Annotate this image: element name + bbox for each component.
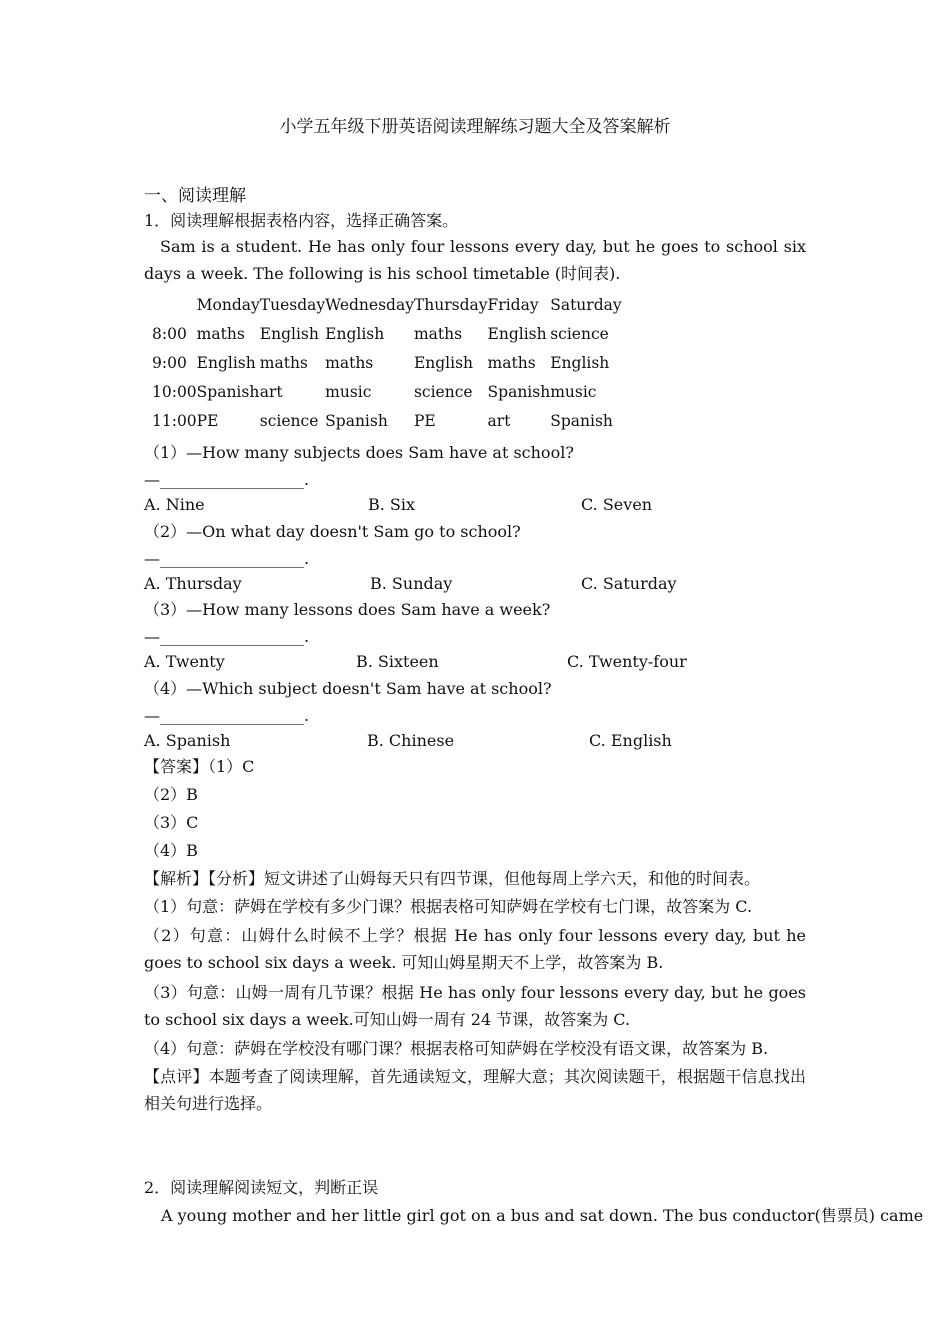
- timetable-time: 10:00: [152, 382, 197, 401]
- timetable-time: 9:00: [152, 353, 187, 372]
- answer-blank: —__________________.: [144, 549, 310, 568]
- timetable-row: [152, 319, 622, 348]
- timetable-cell: PE: [196, 411, 219, 430]
- timetable-day: Monday: [196, 295, 260, 314]
- timetable-cell: art: [259, 382, 283, 401]
- timetable-cell: music: [325, 382, 372, 401]
- answer-key-item: （2）B: [144, 785, 198, 804]
- explanation-2: （2）句意：山姆什么时候不上学？根据 He has only four lessons every day, but he goes to school six days a week. 可知山姆星期天不上学，故答案为 B.: [144, 926, 806, 972]
- answer-blank: —__________________.: [144, 706, 310, 725]
- timetable-cell: maths: [413, 324, 463, 343]
- timetable-cell: science: [550, 324, 609, 343]
- question-1-3-stem: （3）—How many lessons does Sam have a week?: [144, 600, 551, 619]
- option-b: B. Sixteen: [356, 652, 439, 671]
- answer-blank: —__________________.: [144, 470, 310, 489]
- timetable-day: Tuesday: [259, 295, 326, 314]
- timetable-cell: Spanish: [325, 411, 388, 430]
- answer-blank: —__________________.: [144, 627, 310, 646]
- timetable-cell: English: [413, 353, 474, 372]
- question-1-1-stem: （1）—How many subjects does Sam have at school?: [144, 443, 574, 462]
- timetable-cell: maths: [259, 353, 308, 372]
- timetable-cell: art: [487, 411, 511, 430]
- timetable-day: Wednesday: [325, 295, 414, 314]
- option-a: A. Spanish: [144, 731, 231, 750]
- timetable-corner: [152, 290, 197, 319]
- option-b: B. Sunday: [370, 574, 453, 593]
- timetable-cell: science: [413, 382, 473, 401]
- timetable-row: [152, 406, 622, 435]
- answer-key-line: 【答案】（1）C: [144, 757, 255, 776]
- timetable-time: 8:00: [152, 324, 187, 343]
- timetable-cell: English: [487, 324, 547, 343]
- answer-key-item: （3）C: [144, 813, 199, 832]
- timetable-cell: Spanish: [196, 382, 260, 401]
- timetable-cell: English: [196, 353, 256, 372]
- timetable-cell: science: [259, 411, 319, 430]
- question-2-passage: A young mother and her little girl got on a bus and sat down. The bus conductor(售票员) came: [161, 1206, 924, 1225]
- timetable-header-row: [152, 290, 622, 319]
- timetable-cell: maths: [487, 353, 536, 372]
- question-1-heading: 1．阅读理解根据表格内容，选择正确答案。: [144, 211, 459, 230]
- option-b: B. Six: [368, 495, 416, 514]
- option-a: A. Twenty: [144, 652, 225, 671]
- question-2-heading: 2．阅读理解阅读短文，判断正误: [144, 1178, 379, 1197]
- option-c: C. Twenty-four: [567, 652, 687, 671]
- option-c: C. Saturday: [581, 574, 677, 593]
- question-1-4-stem: （4）—Which subject doesn't Sam have at school?: [144, 679, 552, 698]
- timetable-cell: maths: [325, 353, 374, 372]
- section-heading: 一、阅读理解: [144, 186, 246, 206]
- option-b: B. Chinese: [367, 731, 455, 750]
- comment: 【点评】本题考查了阅读理解，首先通读短文，理解大意；其次阅读题干，根据题干信息找出相关句进行选择。: [144, 1067, 806, 1113]
- option-a: A. Nine: [144, 495, 205, 514]
- option-c: C. Seven: [581, 495, 653, 514]
- timetable-cell: English: [550, 353, 610, 372]
- question-1-2-stem: （2）—On what day doesn't Sam go to school?: [144, 522, 521, 541]
- timetable-cell: maths: [196, 324, 245, 343]
- question-1-passage: Sam is a student. He has only four lessons every day, but he goes to school six days a week. The following is his school timetable (时间表).: [144, 237, 806, 283]
- timetable-time: 11:00: [152, 411, 197, 430]
- timetable-row: [152, 348, 622, 377]
- explanation-4: （4）句意：萨姆在学校没有哪门课？根据表格可知萨姆在学校没有语文课，故答案为 B.: [144, 1039, 769, 1058]
- explanation-1: （1）句意：萨姆在学校有多少门课？根据表格可知萨姆在学校有七门课，故答案为 C.: [144, 897, 753, 916]
- timetable-day: Thursday: [413, 295, 488, 314]
- document-title: 小学五年级下册英语阅读理解练习题大全及答案解析: [279, 117, 671, 137]
- timetable-cell: Spanish: [550, 411, 613, 430]
- timetable: [152, 290, 622, 435]
- answer-key-item: （4）B: [144, 841, 198, 860]
- timetable-cell: PE: [413, 411, 436, 430]
- explanation-3: （3）句意：山姆一周有几节课？根据 He has only four lessons every day, but he goes to school six days a week.可知山姆一周有 24 节课，故答案为 C.: [144, 983, 806, 1029]
- timetable-day: Saturday: [550, 295, 622, 314]
- timetable-cell: Spanish: [487, 382, 551, 401]
- option-c: C. English: [589, 731, 672, 750]
- timetable-cell: music: [550, 382, 597, 401]
- timetable-cell: English: [259, 324, 319, 343]
- timetable-day: Friday: [487, 295, 539, 314]
- analysis-summary: 【解析】【分析】短文讲述了山姆每天只有四节课，但他每周上学六天，和他的时间表。: [144, 869, 761, 888]
- timetable-cell: English: [325, 324, 385, 343]
- option-a: A. Thursday: [144, 574, 242, 593]
- timetable-row: [152, 377, 622, 406]
